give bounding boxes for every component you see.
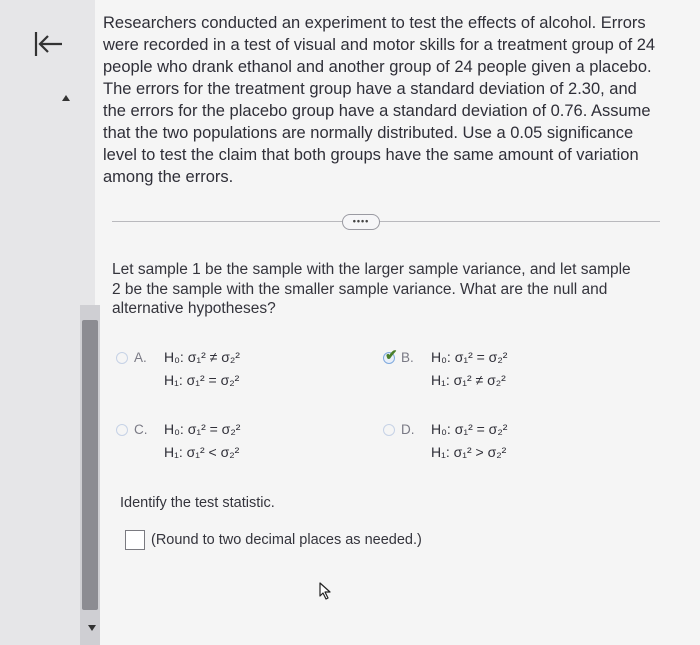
- choice-c-letter: C.: [134, 422, 148, 437]
- scroll-up-icon[interactable]: [62, 95, 70, 101]
- hypotheses-prompt: Let sample 1 be the sample with the larger sample variance, and let sample 2 be the sample with the smaller sample variance. What are the null and alternative hypotheses?: [112, 261, 631, 317]
- checkmark-icon: ✔: [385, 347, 398, 364]
- choice-c-h1: H₁: σ₁² < σ₂²: [164, 444, 240, 460]
- choice-a-h1: H₁: σ₁² = σ₂²: [164, 372, 240, 388]
- choice-d-h0: H₀: σ₁² = σ₂²: [431, 421, 508, 437]
- choice-d[interactable]: [383, 422, 583, 462]
- choice-b-h0: H₀: σ₁² = σ₂²: [431, 349, 508, 365]
- scrollbar-thumb[interactable]: [82, 320, 98, 610]
- back-button[interactable]: [28, 26, 68, 62]
- identify-prompt: Identify the test statistic.: [120, 495, 275, 511]
- choice-a[interactable]: [116, 350, 316, 390]
- expand-more-button[interactable]: ••••: [342, 214, 380, 230]
- scroll-down-icon[interactable]: [88, 625, 96, 631]
- answer-hint: (Round to two decimal places as needed.): [151, 532, 422, 548]
- radio-d[interactable]: [383, 424, 395, 436]
- choice-a-h0: H₀: σ₁² ≠ σ₂²: [164, 349, 240, 365]
- choice-b-letter: B.: [401, 350, 414, 365]
- question-text: Researchers conducted an experiment to test the effects of alcohol. Errors were recorded in a test of visual and motor skills for a treatment group of 24 people who drank ethanol and another group of 24 people given a placebo. The errors for the treatment group have a standard deviation of 2.30, and the errors for the placebo group have a standard deviation of 0.76. Assume that the two populations are normally distributed. Use a 0.05 significance level to test the claim that both groups have the same amount of variation among the errors.: [103, 14, 656, 186]
- choice-b-h1: H₁: σ₁² ≠ σ₂²: [431, 372, 506, 388]
- divider: [112, 221, 660, 222]
- back-arrow-icon: [28, 26, 68, 62]
- mouse-cursor-icon: [319, 582, 333, 605]
- choice-c-h0: H₀: σ₁² = σ₂²: [164, 421, 241, 437]
- choice-c[interactable]: [116, 422, 316, 462]
- choice-a-letter: A.: [134, 350, 147, 365]
- radio-a[interactable]: [116, 352, 128, 364]
- choice-d-letter: D.: [401, 422, 415, 437]
- choice-b[interactable]: [383, 347, 583, 390]
- radio-c[interactable]: [116, 424, 128, 436]
- choice-d-h1: H₁: σ₁² > σ₂²: [431, 444, 507, 460]
- test-statistic-input[interactable]: [125, 530, 145, 550]
